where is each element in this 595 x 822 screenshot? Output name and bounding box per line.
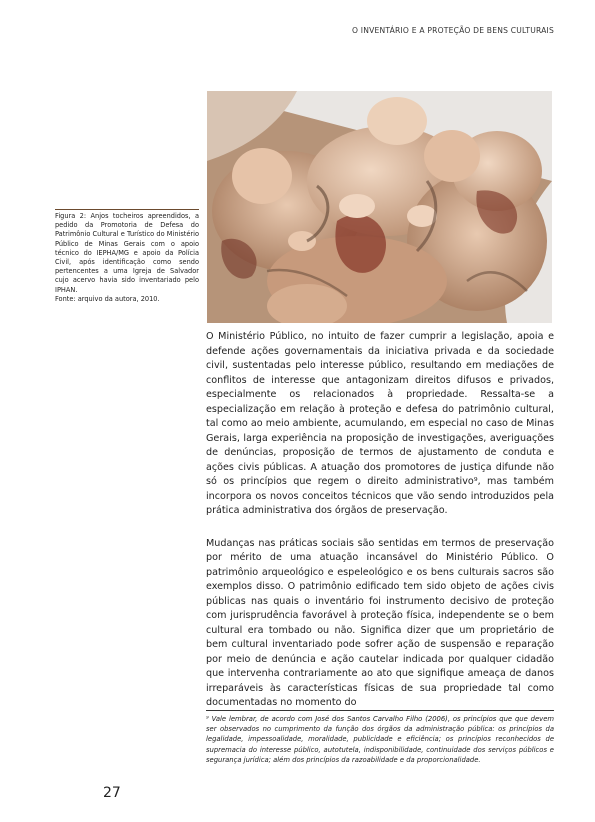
page-number: 27 xyxy=(103,785,121,801)
footnotes xyxy=(206,710,554,765)
running-header: O INVENTÁRIO E A PROTEÇÃO DE BENS CULTURAIS xyxy=(351,26,554,35)
figure-photo-carved-angels xyxy=(207,91,552,323)
main-text xyxy=(206,330,554,729)
body-paragraph: Mudanças nas práticas sociais são sentidas em termos de preservação por mérito de uma atuação incansável do Ministério Público. O patrimônio arqueológico e espeleológico e os bens culturais sacros são exemplos disso. O patrimônio edificado tem sido objeto de ações civis públicas nas quais o inventário foi instrumento decisivo de proteção com jurisprudência favorável à proteção física, independente se o bem cultural era tombado ou não. Significa dizer que um proprietário de bem cultural inventariado pode sofrer ação de suspensão e reparação por meio de denúncia e ação cautelar indicada por qualquer cidadão que intervenha contrariamente ao ato que signifique ameaça de danos irreparáveis às características físicas de sua propriedade tal como documentadas no momento do xyxy=(206,537,554,708)
figure-caption xyxy=(55,209,199,304)
body-paragraph: O Ministério Público, no intuito de fazer cumprir a legislação, apoia e defende ações governamentais da iniciativa privada e da sociedade civil, sustentadas pelo interesse público, resultando em mediações de conflitos de interesse que antagonizam direitos difusos e privados, especialmente os relacionados à propriedade. Ressalta-se a especialização em relação à proteção e defesa do patrimônio cultural, tal como ao meio ambiente, acumulando, em especial no caso de Minas Gerais, larga experiência na proposição de investigações, averiguações de denúncias, proposição de termos de ajustamento de conduta e ações civis públicas. A atuação dos promotores de justiça difunde não só os princípios que regem o direito administrativo⁹, mas também incorpora os novos conceitos técnicos que vão sendo introduzidos pela prática administrativa dos órgãos de preservação. xyxy=(206,331,554,516)
caption-source: Fonte: arquivo da autora, 2010. xyxy=(55,294,160,303)
footnote-9: ⁹ Vale lembrar, de acordo com José dos Santos Carvalho Filho (2006), os princípios que que devem ser observados no cumprimento da função dos órgãos da administração pública: os princípios da legalidade, impessoalidade, moralidade, publicidade e eficiência; os princípios reconhecidos de supremacia do interesse público, autotutela, indisponibilidade, continuidade dos serviços públicos e segurança jurídica; além dos princípios da razoabilidade e da proporcionalidade. xyxy=(206,715,554,764)
caption-text: Figura 2: Anjos tocheiros apreendidos, a pedido da Promotoria de Defesa do Patrimônio Cultural e Turístico do Ministério Público de Minas Gerais com o apoio técnico do IEPHA/MG e apoio da Polícia Civil, após identificação como sendo pertencentes a uma Igreja de Salvador cujo acervo havia sido inventariado pelo IPHAN. xyxy=(55,212,199,294)
